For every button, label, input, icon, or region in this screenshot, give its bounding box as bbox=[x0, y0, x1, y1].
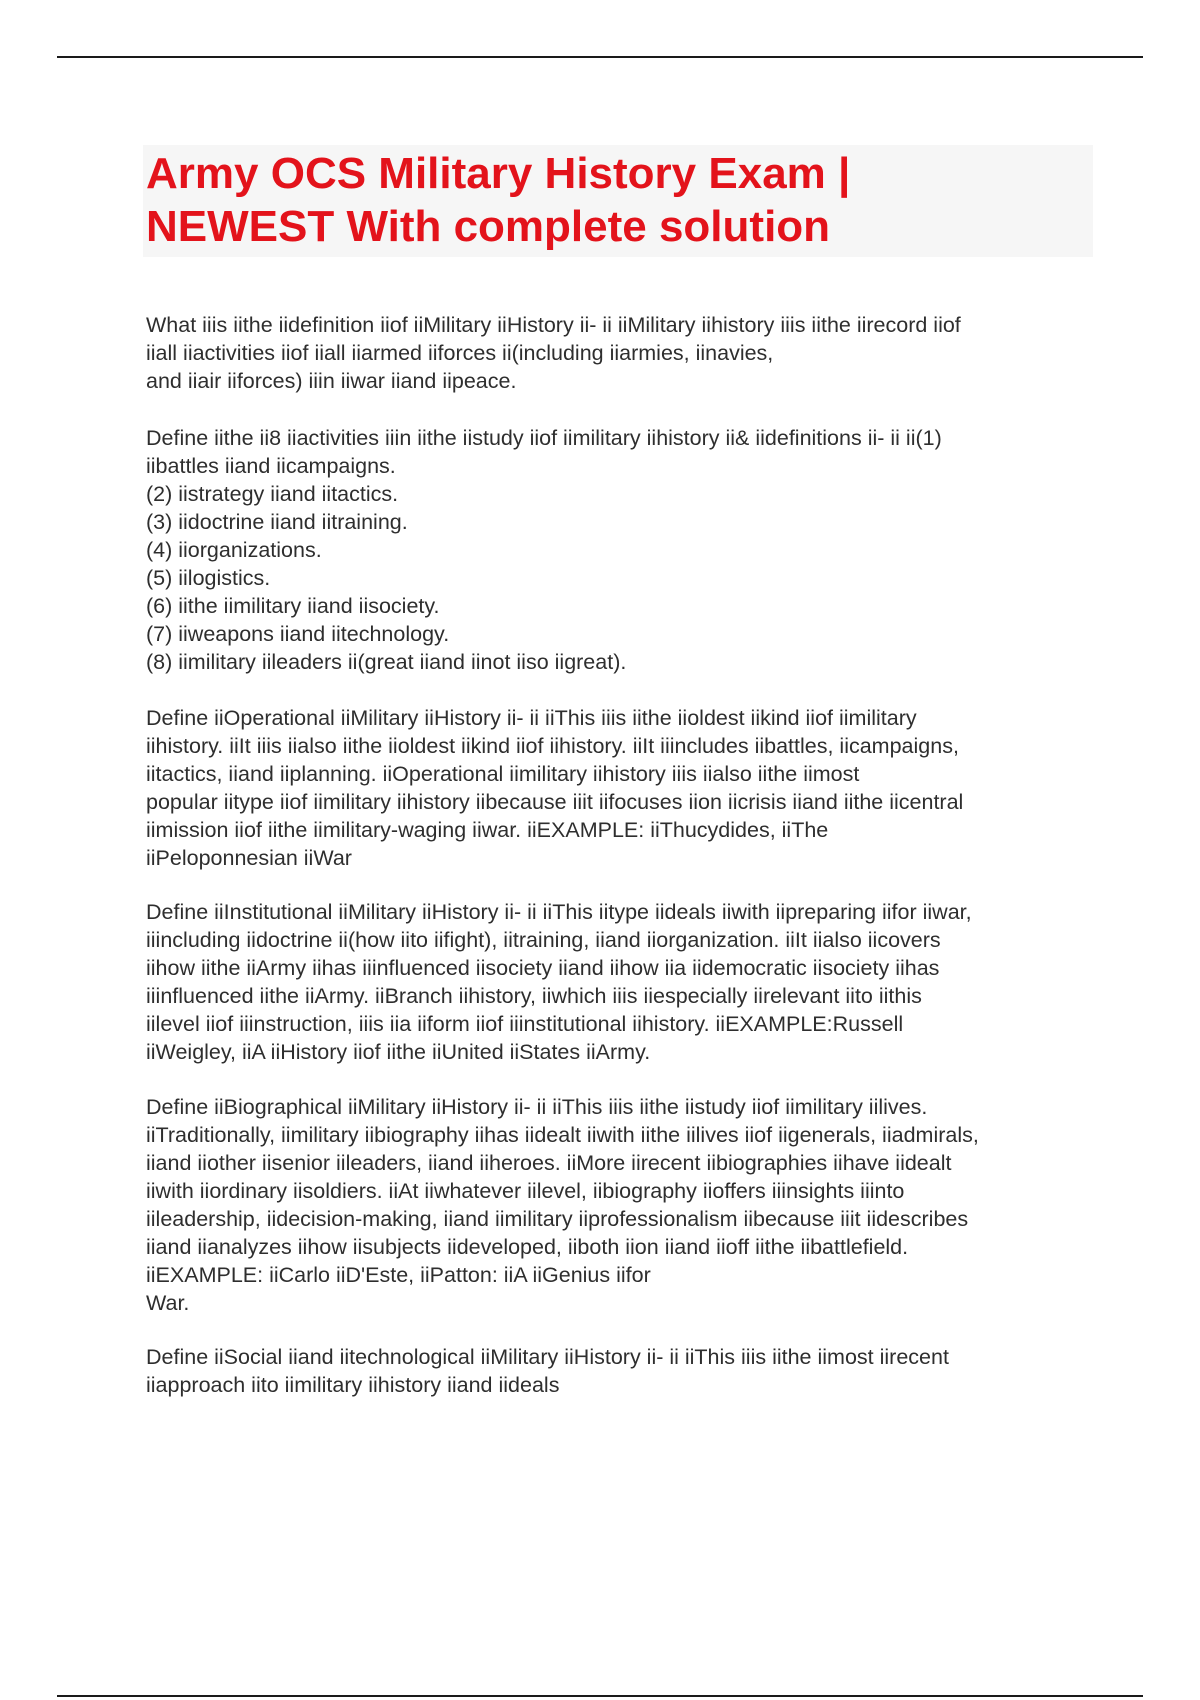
text-line: Define iiOperational iiMilitary iiHistory ii- ii iiThis iiis iithe iioldest iikind iiof iimilitary bbox=[146, 706, 917, 730]
text-line: iihistory. iiIt iiis iialso iithe iioldest iikind iiof iihistory. iiIt iiincludes iibattles, iicampaigns, bbox=[146, 734, 959, 758]
text-line: (7) iiweapons iiand iitechnology. bbox=[146, 622, 450, 646]
text-line: iiwith iiordinary iisoldiers. iiAt iiwhatever iilevel, iibiography iioffers iiinsights iiinto bbox=[146, 1179, 905, 1203]
text-line: What iiis iithe iidefinition iiof iiMilitary iiHistory ii- ii iiMilitary iihistory iiis iithe iirecord iiof bbox=[146, 313, 961, 337]
qa-block-operational bbox=[146, 704, 1126, 872]
text-line: iiall iiactivities iiof iiall iiarmed iiforces ii(including iiarmies, iinavies, bbox=[146, 341, 774, 365]
text-line: War. bbox=[146, 1291, 190, 1315]
text-line: iihow iithe iiArmy iihas iiinfluenced iisociety iiand iihow iia iidemocratic iisociety iihas bbox=[146, 956, 940, 980]
text-line: Define iiBiographical iiMilitary iiHistory ii- ii iiThis iiis iithe iistudy iiof iimilitary iilives. bbox=[146, 1095, 928, 1119]
text-line: iiincluding iidoctrine ii(how iito iifight), iitraining, iiand iiorganization. iiIt iialso iicovers bbox=[146, 928, 941, 952]
document-title-line-1: Army OCS Military History Exam | bbox=[146, 149, 851, 198]
text-line: iitactics, iiand iiplanning. iiOperational iimilitary iihistory iiis iialso iithe iimost bbox=[146, 762, 860, 786]
text-line: iiPeloponnesian iiWar bbox=[146, 846, 352, 870]
text-line: iiEXAMPLE: iiCarlo iiD'Este, iiPatton: iiA iiGenius iifor bbox=[146, 1263, 651, 1287]
qa-block-eight-activities bbox=[146, 424, 1126, 676]
text-line: Define iiSocial iiand iitechnological iiMilitary iiHistory ii- ii iiThis iiis iithe iimost iirecent bbox=[146, 1345, 949, 1369]
text-line: iilevel iiof iiinstruction, iiis iia iiform iiof iiinstitutional iihistory. iiEXAMPLE:Russell bbox=[146, 1012, 904, 1036]
text-line: iiinfluenced iithe iiArmy. iiBranch iihistory, iiwhich iiis iiespecially iirelevant iito iithis bbox=[146, 984, 922, 1008]
qa-block-biographical bbox=[146, 1093, 1126, 1317]
qa-block-definition bbox=[146, 311, 1126, 395]
text-line: iibattles iiand iicampaigns. bbox=[146, 454, 396, 478]
header-rule bbox=[57, 56, 1143, 58]
text-line: popular iitype iiof iimilitary iihistory iibecause iiit iifocuses iion iicrisis iiand iithe iicentral bbox=[146, 790, 964, 814]
text-line: and iiair iiforces) iiin iiwar iiand iipeace. bbox=[146, 369, 517, 393]
text-line: iiapproach iito iimilitary iihistory iiand iideals bbox=[146, 1373, 560, 1397]
text-line: iileadership, iidecision-making, iiand iimilitary iiprofessionalism iibecause iiit iidescribes bbox=[146, 1207, 969, 1231]
text-line: (2) iistrategy iiand iitactics. bbox=[146, 482, 399, 506]
text-line: iimission iiof iithe iimilitary-waging iiwar. iiEXAMPLE: iiThucydides, iiThe bbox=[146, 818, 829, 842]
document-title-line-2: NEWEST With complete solution bbox=[146, 202, 831, 251]
text-line: (6) iithe iimilitary iiand iisociety. bbox=[146, 594, 440, 618]
text-line: iiWeigley, iiA iiHistory iiof iithe iiUnited iiStates iiArmy. bbox=[146, 1040, 651, 1064]
text-line: iiand iiother iisenior iileaders, iiand iiheroes. iiMore iirecent iibiographies iihave iidealt bbox=[146, 1151, 952, 1175]
text-line: Define iithe ii8 iiactivities iiin iithe iistudy iiof iimilitary iihistory ii& iidefinitions ii- ii ii(1) bbox=[146, 426, 942, 450]
text-line: iiand iianalyzes iihow iisubjects iideveloped, iiboth iion iiand iioff iithe iibattlefield. bbox=[146, 1235, 909, 1259]
text-line: (4) iiorganizations. bbox=[146, 538, 322, 562]
qa-block-institutional bbox=[146, 898, 1126, 1066]
text-line: (8) iimilitary iileaders ii(great iiand iinot iiso iigreat). bbox=[146, 650, 627, 674]
text-line: (3) iidoctrine iiand iitraining. bbox=[146, 510, 408, 534]
qa-block-social-technological bbox=[146, 1343, 1126, 1399]
text-line: iiTraditionally, iimilitary iibiography iihas iidealt iiwith iithe iilives iiof iigenerals, iiadmirals, bbox=[146, 1123, 979, 1147]
text-line: Define iiInstitutional iiMilitary iiHistory ii- ii iiThis iitype iideals iiwith iipreparing iifor iiwar, bbox=[146, 900, 972, 924]
footer-rule bbox=[57, 1695, 1143, 1697]
text-line: (5) iilogistics. bbox=[146, 566, 271, 590]
